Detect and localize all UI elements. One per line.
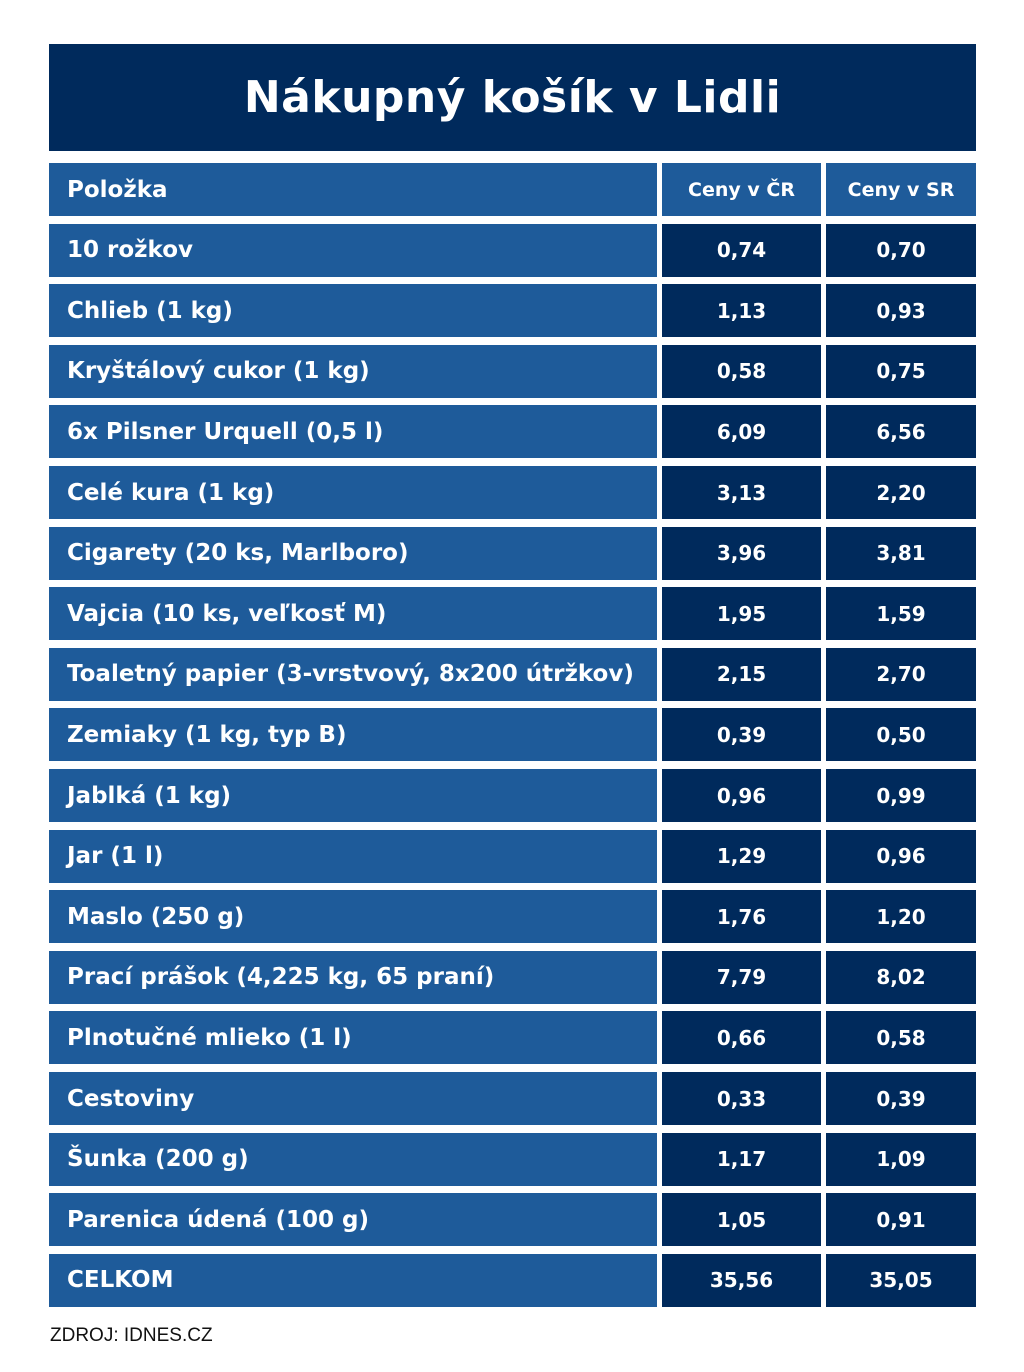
table-row [49,1254,976,1307]
item-name-cell: Zemiaky (1 kg, typ B) [49,708,657,761]
item-name-cell: 6x Pilsner Urquell (0,5 l) [49,405,657,458]
price-sk-cell: 1,20 [826,890,976,943]
item-name-cell: Plnotučné mlieko (1 l) [49,1011,657,1064]
item-name-cell: Parenica údená (100 g) [49,1193,657,1246]
item-name-cell: Jablká (1 kg) [49,769,657,822]
table-row [49,587,976,640]
item-name-cell: Cestoviny [49,1072,657,1125]
price-sk-cell: 0,70 [826,224,976,277]
price-cz-cell: 1,29 [662,830,821,883]
item-name-cell: Cigarety (20 ks, Marlboro) [49,527,657,580]
price-sk-cell: 1,09 [826,1133,976,1186]
price-sk-cell: 0,75 [826,345,976,398]
price-sk-cell: 0,93 [826,284,976,337]
table-row [49,708,976,761]
item-name-cell: CELKOM [49,1254,657,1307]
table-row [49,769,976,822]
table-row [49,1072,976,1125]
table-row [49,1193,976,1246]
price-cz-cell: 1,05 [662,1193,821,1246]
price-cz-cell: 2,15 [662,648,821,701]
table-row [49,284,976,337]
table-row [49,405,976,458]
price-sk-cell: 2,20 [826,466,976,519]
table-row [49,830,976,883]
price-cz-cell: 0,58 [662,345,821,398]
table-row [49,224,976,277]
item-name-cell: Vajcia (10 ks, veľkosť M) [49,587,657,640]
table-row [49,466,976,519]
price-cz-cell: 1,13 [662,284,821,337]
table-row [49,890,976,943]
price-sk-cell: 35,05 [826,1254,976,1307]
item-name-cell: Prací prášok (4,225 kg, 65 praní) [49,951,657,1004]
price-cz-cell: 3,13 [662,466,821,519]
price-cz-cell: 1,17 [662,1133,821,1186]
price-sk-cell: 0,91 [826,1193,976,1246]
price-sk-cell: 0,96 [826,830,976,883]
column-header-sk: Ceny v SR [826,163,976,216]
price-sk-cell: 3,81 [826,527,976,580]
price-cz-cell: 0,33 [662,1072,821,1125]
item-name-cell: Šunka (200 g) [49,1133,657,1186]
table-row [49,345,976,398]
column-header-item: Položka [49,163,657,216]
price-sk-cell: 1,59 [826,587,976,640]
item-name-cell: 10 rožkov [49,224,657,277]
price-sk-cell: 8,02 [826,951,976,1004]
price-cz-cell: 35,56 [662,1254,821,1307]
table-row [49,648,976,701]
item-name-cell: Jar (1 l) [49,830,657,883]
table-row [49,527,976,580]
price-cz-cell: 3,96 [662,527,821,580]
table-row [49,951,976,1004]
price-sk-cell: 0,50 [826,708,976,761]
price-sk-cell: 0,99 [826,769,976,822]
table-row [49,1133,976,1186]
price-cz-cell: 0,96 [662,769,821,822]
price-cz-cell: 0,74 [662,224,821,277]
chart-title: Nákupný košík v Lidli [49,44,976,151]
price-cz-cell: 7,79 [662,951,821,1004]
price-sk-cell: 2,70 [826,648,976,701]
item-name-cell: Toaletný papier (3-vrstvový, 8x200 útržkov) [49,648,657,701]
table-row [49,1011,976,1064]
item-name-cell: Kryštálový cukor (1 kg) [49,345,657,398]
price-cz-cell: 1,76 [662,890,821,943]
price-cz-cell: 0,66 [662,1011,821,1064]
price-sk-cell: 0,39 [826,1072,976,1125]
price-cz-cell: 1,95 [662,587,821,640]
item-name-cell: Chlieb (1 kg) [49,284,657,337]
price-cz-cell: 0,39 [662,708,821,761]
source-note: ZDROJ: IDNES.CZ [50,1325,213,1346]
table-header-row [49,163,976,216]
price-cz-cell: 6,09 [662,405,821,458]
price-sk-cell: 6,56 [826,405,976,458]
item-name-cell: Celé kura (1 kg) [49,466,657,519]
price-sk-cell: 0,58 [826,1011,976,1064]
item-name-cell: Maslo (250 g) [49,890,657,943]
column-header-cz: Ceny v ČR [662,163,821,216]
